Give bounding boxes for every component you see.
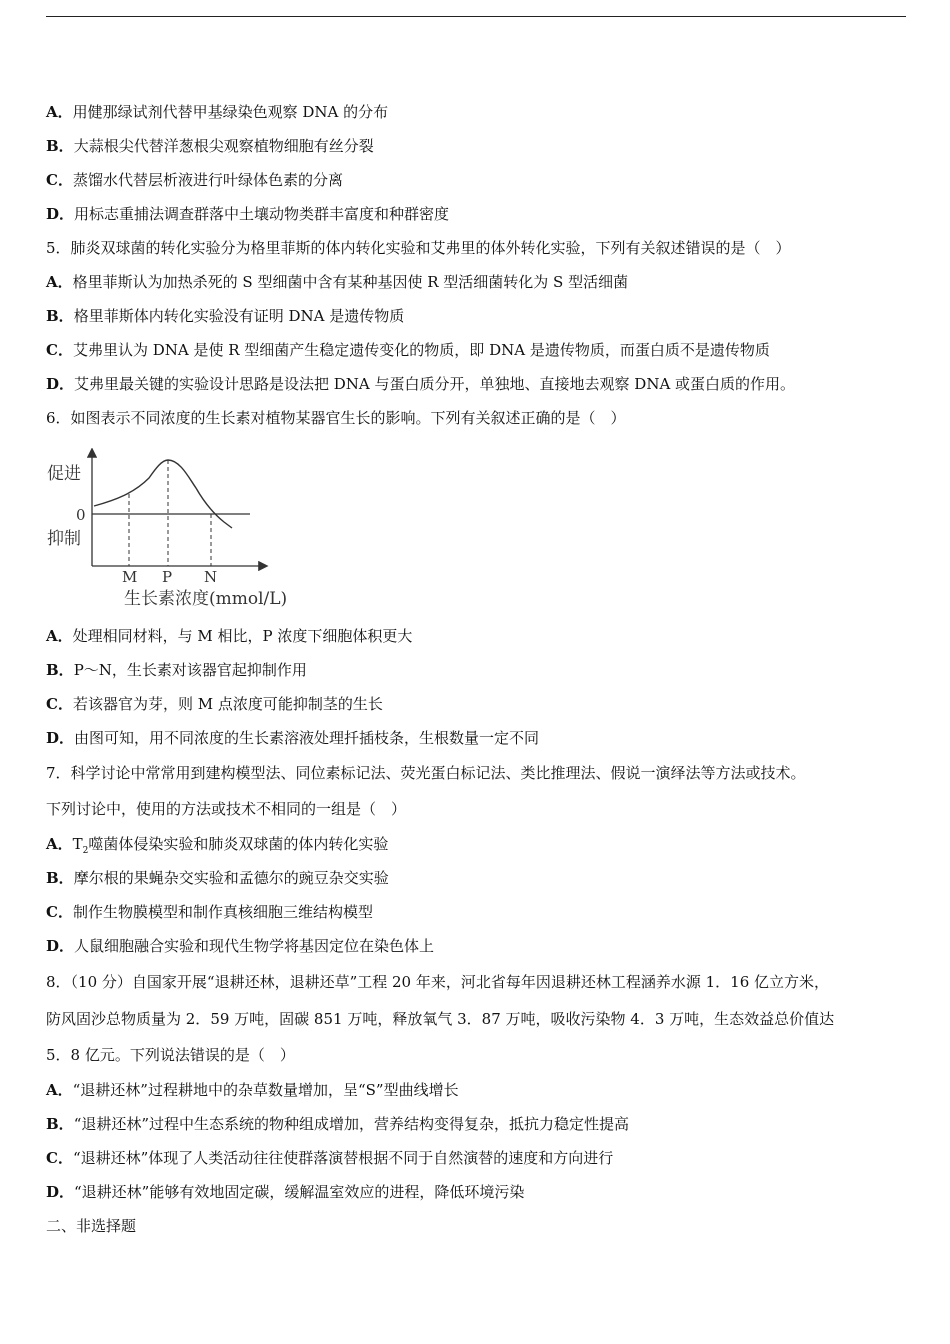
x-tick-p: P <box>162 568 173 586</box>
q8-option-d <box>46 1182 524 1202</box>
option-label: A． <box>46 1081 73 1099</box>
q8-option-b <box>46 1114 629 1134</box>
q7-stem-line1: 7．科学讨论中常常用到建构模型法、同位素标记法、荧光蛋白标记法、类比推理法、假说一演绎法等方法或技术。 <box>46 764 806 782</box>
option-label: A． <box>46 627 73 645</box>
subscript-2: 2 <box>82 846 89 856</box>
q5-option-a <box>46 272 628 292</box>
option-text-pre: T <box>72 835 83 853</box>
option-text: “退耕还林”能够有效地固定碳，缓解温室效应的进程，降低环境污染 <box>74 1183 525 1201</box>
q6-option-d <box>46 728 539 748</box>
option-label: A． <box>46 273 73 291</box>
x-axis-label: 生长素浓度(mmol/L) <box>124 589 288 609</box>
q6-option-b <box>46 660 307 680</box>
option-label: A． <box>46 103 73 121</box>
option-label: D． <box>46 375 75 393</box>
y-axis-promote-label: 促进 <box>47 464 81 484</box>
option-text: 制作生物膜模型和制作真核细胞三维结构模型 <box>72 903 373 921</box>
q7-option-d <box>46 936 434 956</box>
option-text: 艾弗里认为 DNA 是使 R 型细菌产生稳定遗传变化的物质，即 DNA 是遗传物质，而蛋白质不是遗传物质 <box>72 341 770 359</box>
option-text: 由图可知，用不同浓度的生长素溶液处理扦插枝条，生根数量一定不同 <box>74 729 540 747</box>
option-label: C． <box>46 903 73 921</box>
option-label: C． <box>46 695 73 713</box>
option-text: 艾弗里最关键的实验设计思路是设法把 DNA 与蛋白质分开，单独地、直接地去观察 DNA 或蛋白质的作用。 <box>74 375 796 393</box>
q7-option-b <box>46 868 389 888</box>
option-text: 人鼠细胞融合实验和现代生物学将基因定位在染色体上 <box>74 937 435 955</box>
section-heading: 二、非选择题 <box>46 1217 137 1235</box>
y-axis-inhibit-label: 抑制 <box>47 529 81 549</box>
option-label: C． <box>46 1149 73 1167</box>
x-tick-n: N <box>204 568 218 586</box>
q8-option-c <box>46 1148 613 1168</box>
option-label: D． <box>46 1183 75 1201</box>
q8-stem-line1: 8．（10 分）自国家开展“退耕还林，退耕还草”工程 20 年来，河北省每年因退耕还林工程涵养水源 1．16 亿立方米， <box>46 973 830 991</box>
option-label: B． <box>46 137 74 155</box>
option-label: D． <box>46 937 75 955</box>
q5-option-b <box>46 306 404 326</box>
header-rule <box>46 16 906 17</box>
option-text: 格里菲斯体内转化实验没有证明 DNA 是遗传物质 <box>73 307 405 325</box>
option-text: “退耕还林”过程耕地中的杂草数量增加，呈“S”型曲线增长 <box>72 1081 459 1099</box>
option-label: B． <box>46 661 74 679</box>
option-text: 摩尔根的果蝇杂交实验和孟德尔的豌豆杂交实验 <box>73 869 389 887</box>
q4-option-d <box>46 204 449 224</box>
option-text: 若该器官为芽，则 M 点浓度可能抑制茎的生长 <box>72 695 383 713</box>
option-label: B． <box>46 869 74 887</box>
q5-option-c <box>46 340 770 360</box>
q4-option-b <box>46 136 374 156</box>
option-label: D． <box>46 729 75 747</box>
option-text: 格里菲斯认为加热杀死的 S 型细菌中含有某种基因使 R 型活细菌转化为 S 型活细菌 <box>72 273 629 291</box>
option-text: P～N，生长素对该器官起抑制作用 <box>73 661 307 679</box>
x-tick-m: M <box>122 568 138 586</box>
option-label: B． <box>46 1115 74 1133</box>
auxin-concentration-graph <box>44 448 314 618</box>
option-text: 用健那绿试剂代替甲基绿染色观察 DNA 的分布 <box>72 103 389 121</box>
q7-option-a <box>46 834 388 861</box>
q4-option-a <box>46 102 388 122</box>
q5-option-d <box>46 374 795 394</box>
option-text: 大蒜根尖代替洋葱根尖观察植物细胞有丝分裂 <box>73 137 374 155</box>
y-axis-zero-label: 0 <box>76 506 86 524</box>
q7-stem-line2: 下列讨论中，使用的方法或技术不相同的一组是（ ） <box>46 800 407 818</box>
option-label: C． <box>46 341 73 359</box>
q8-stem-line2: 防风固沙总物质量为 2．59 万吨，固碳 851 万吨，释放氧气 3．87 万吨，吸收污染物 4．3 万吨，生态效益总价值达 <box>46 1010 835 1028</box>
q4-option-c <box>46 170 343 190</box>
option-label: D． <box>46 205 75 223</box>
option-text: 蒸馏水代替层析液进行叶绿体色素的分离 <box>72 171 343 189</box>
q6-option-a <box>46 626 412 646</box>
q6-option-c <box>46 694 383 714</box>
option-text: “退耕还林”过程中生态系统的物种组成增加，营养结构变得复杂，抵抗力稳定性提高 <box>73 1115 630 1133</box>
q7-option-c <box>46 902 373 922</box>
q8-option-a <box>46 1080 459 1100</box>
option-label: C． <box>46 171 73 189</box>
option-text: 噬菌体侵染实验和肺炎双球菌的体内转化实验 <box>88 835 389 853</box>
q6-stem: 6．如图表示不同浓度的生长素对植物某器官生长的影响。下列有关叙述正确的是（ ） <box>46 409 626 427</box>
q5-stem: 5．肺炎双球菌的转化实验分为格里菲斯的体内转化实验和艾弗里的体外转化实验，下列有关叙述错误的是（ ） <box>46 239 791 257</box>
option-text: “退耕还林”体现了人类活动往往使群落演替根据不同于自然演替的速度和方向进行 <box>72 1149 614 1167</box>
option-label: A． <box>46 835 73 853</box>
q8-stem-line3: 5．8 亿元。下列说法错误的是（ ） <box>46 1046 295 1064</box>
option-label: B． <box>46 307 74 325</box>
option-text: 用标志重捕法调查群落中土壤动物类群丰富度和种群密度 <box>74 205 450 223</box>
option-text: 处理相同材料，与 M 相比，P 浓度下细胞体积更大 <box>72 627 413 645</box>
